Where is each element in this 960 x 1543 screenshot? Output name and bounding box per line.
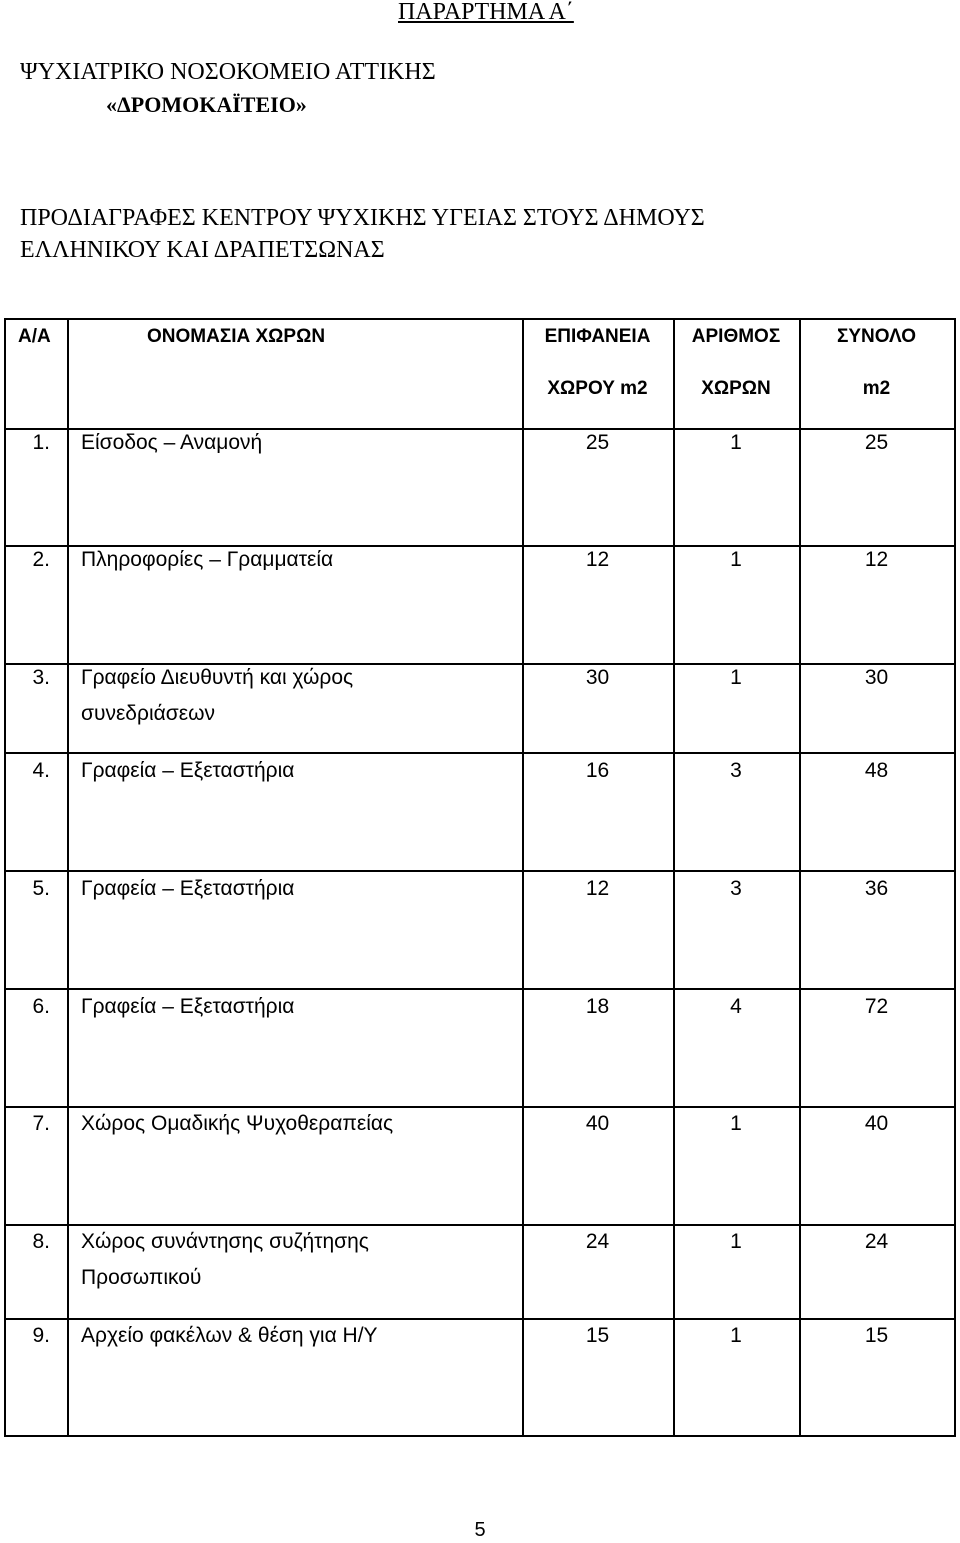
room-total: 40 [864,1112,889,1135]
page-number: 5 [474,1519,486,1541]
annex-title: ΠΑΡΑΡΤΗΜΑ Α΄ [398,0,574,25]
room-name: Χώρος συνάντησης συζήτησης [81,1230,369,1253]
row-number: 6. [32,995,50,1018]
row-number: 1. [32,431,50,454]
row-divider [6,752,954,754]
row-number: 5. [32,877,50,900]
room-name: Χώρος Ομαδικής Ψυχοθεραπείας [81,1112,394,1135]
row-number: 9. [32,1324,50,1347]
rooms-table [4,318,956,1437]
room-name: Είσοδος – Αναμονή [81,431,263,454]
room-area: 18 [585,995,610,1018]
room-name: Πληροφορίες – Γραμματεία [81,548,334,571]
spec-title-line-1: ΠΡΟΔΙΑΓΡΑΦΕΣ ΚΕΝΤΡΟΥ ΨΥΧΙΚΗΣ ΥΓΕΙΑΣ ΣΤΟΥΣ ΔΗΜΟΥΣ [20,205,705,231]
row-divider [6,1224,954,1226]
row-divider [6,870,954,872]
row-number: 8. [32,1230,50,1253]
room-count: 1 [730,548,742,571]
room-count: 3 [730,877,742,900]
room-count: 1 [730,1324,742,1347]
header-count-2: ΧΩΡΩΝ [701,378,771,399]
room-count: 1 [730,666,742,689]
room-count: 1 [730,1112,742,1135]
header-count-1: ΑΡΙΘΜΟΣ [691,326,781,347]
hospital-subname: «ΔΡΟΜΟΚΑΪΤΕΙΟ» [106,92,307,117]
room-name: Γραφείο Διευθυντή και χώρος [81,666,354,689]
header-area-2: ΧΩΡΟΥ m2 [547,378,648,399]
row-number: 4. [32,759,50,782]
room-name: Γραφεία – Εξεταστήρια [81,759,295,782]
header-total-2: m2 [862,378,891,399]
room-count: 3 [730,759,742,782]
column-divider [67,320,69,1435]
row-divider [6,1106,954,1108]
room-count: 1 [730,1230,742,1253]
room-area: 40 [585,1112,610,1135]
room-name-continued: Προσωπικού [81,1266,202,1289]
room-count: 1 [730,431,742,454]
room-area: 12 [585,548,610,571]
header-name: ΟΝΟΜΑΣΙΑ ΧΩΡΩΝ [147,326,326,347]
room-total: 25 [864,431,889,454]
room-total: 48 [864,759,889,782]
room-area: 24 [585,1230,610,1253]
room-name: Γραφεία – Εξεταστήρια [81,877,295,900]
row-divider [6,988,954,990]
row-number: 3. [32,666,50,689]
room-total: 72 [864,995,889,1018]
room-total: 15 [864,1324,889,1347]
room-area: 16 [585,759,610,782]
row-number: 7. [32,1112,50,1135]
room-total: 36 [864,877,889,900]
spec-title-line-2: ΕΛΛΗΝΙΚΟΥ ΚΑΙ ΔΡΑΠΕΤΣΩΝΑΣ [20,237,385,263]
room-name: Γραφεία – Εξεταστήρια [81,995,295,1018]
room-area: 25 [585,431,610,454]
room-total: 30 [864,666,889,689]
row-number: 2. [32,548,50,571]
room-area: 30 [585,666,610,689]
header-aa: Α/Α [18,326,51,347]
room-name: Αρχείο φακέλων & θέση για Η/Υ [81,1324,378,1347]
room-area: 15 [585,1324,610,1347]
row-divider [6,663,954,665]
header-total-1: ΣΥΝΟΛΟ [836,326,916,347]
room-total: 12 [864,548,889,571]
hospital-name: ΨΥΧΙΑΤΡΙΚΟ ΝΟΣΟΚΟΜΕΙΟ ΑΤΤΙΚΗΣ [20,59,436,85]
row-divider [6,1318,954,1320]
room-area: 12 [585,877,610,900]
room-total: 24 [864,1230,889,1253]
header-area-1: ΕΠΙΦΑΝΕΙΑ [544,326,651,347]
row-divider [6,545,954,547]
room-count: 4 [730,995,742,1018]
room-name-continued: συνεδριάσεων [81,702,215,725]
